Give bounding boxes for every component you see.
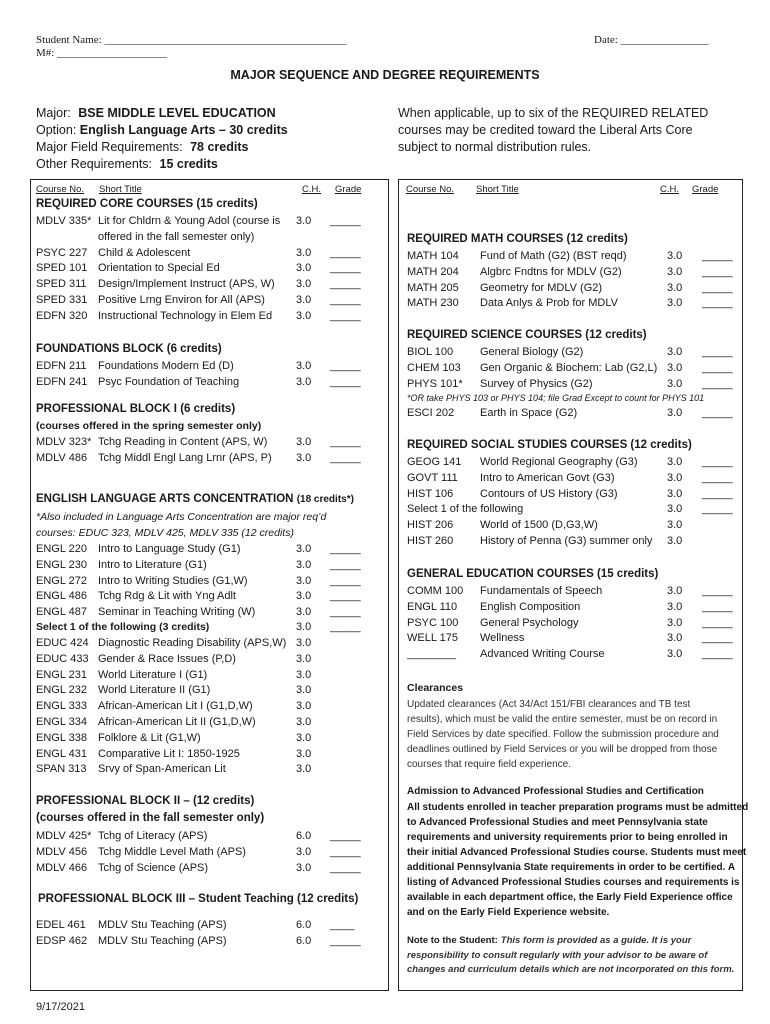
- course-row: [36, 846, 376, 861]
- course-title: Tchg Middl Engl Lang Lrnr (APS, P): [98, 451, 272, 464]
- course-row: [36, 559, 376, 574]
- grade-field[interactable]: _____: [702, 297, 733, 310]
- social-studies-title: REQUIRED SOCIAL STUDIES COURSES (12 credits): [407, 439, 692, 451]
- grade-field[interactable]: _____: [702, 281, 733, 294]
- course-no: HIST 206: [407, 519, 454, 531]
- course-ch: 3.0: [296, 436, 312, 448]
- major-label: Major:: [36, 106, 71, 120]
- course-ch: 3.0: [296, 451, 312, 464]
- course-row: [36, 637, 376, 652]
- course-title: offered in the fall semester only): [98, 230, 255, 243]
- course-title: African-American Lit II (G1,D,W): [98, 716, 256, 728]
- course-no: ENGL 334: [36, 716, 87, 728]
- course-row: [407, 407, 737, 422]
- course-title: General Psychology: [480, 616, 579, 629]
- student-name-field[interactable]: Student Name: ____________________________________________: [36, 34, 347, 46]
- grade-field[interactable]: _____: [330, 294, 361, 306]
- ela-title: [36, 493, 354, 505]
- course-row: [36, 376, 376, 391]
- prof-block-1-subtitle: (courses offered in the spring semester only): [36, 420, 262, 432]
- course-no: MDLV 456: [36, 845, 88, 858]
- course-title: Contours of US History (G3): [480, 487, 618, 500]
- course-title: Wellness: [480, 632, 525, 645]
- course-no: PSYC 100: [407, 616, 459, 629]
- grade-field[interactable]: _____: [330, 845, 361, 858]
- paragraph-line: Field Services by date specified. Follow the submission procedure and: [407, 729, 719, 740]
- course-title: Folklore & Lit (G1,W): [98, 731, 201, 744]
- course-title: World of 1500 (D,G3,W): [480, 519, 598, 531]
- col-short-title: Short Title: [99, 184, 142, 195]
- course-ch: 3.0: [667, 250, 683, 262]
- course-ch: 3.0: [667, 648, 683, 661]
- course-ch: 3.0: [296, 716, 312, 728]
- course-no: ENGL 220: [36, 543, 87, 555]
- course-title: African-American Lit I (G1,D,W): [98, 700, 253, 713]
- course-no: ENGL 110: [407, 600, 458, 613]
- field-requirements-line: [36, 139, 248, 156]
- course-title: Gen Organic & Biochem: Lab (G2,L): [480, 361, 658, 374]
- course-no: MDLV 335*: [36, 215, 92, 227]
- course-title: World Literature I (G1): [98, 668, 208, 681]
- course-ch: 3.0: [296, 543, 312, 555]
- course-title: Survey of Physics (G2): [480, 377, 593, 390]
- page-title: MAJOR SEQUENCE AND DEGREE REQUIREMENTS: [230, 68, 540, 82]
- grade-field[interactable]: _____: [330, 543, 361, 555]
- other-label: Other Requirements:: [36, 157, 153, 171]
- course-title: Tchg of Literacy (APS): [98, 830, 208, 842]
- course-ch: 6.0: [296, 919, 312, 931]
- course-no: EDFN 320: [36, 309, 88, 322]
- core-courses-title: REQUIRED CORE COURSES (15 credits): [36, 198, 258, 210]
- course-row: [407, 456, 747, 471]
- course-row: [407, 601, 747, 616]
- col-course-no: Course No.: [406, 184, 455, 195]
- course-title: English Composition: [480, 600, 581, 613]
- course-title: Psyc Foundation of Teaching: [98, 375, 240, 388]
- social-select-row: [407, 503, 737, 518]
- grade-field[interactable]: ____: [330, 919, 355, 931]
- related-note-line-3: subject to normal distribution rules.: [398, 140, 592, 154]
- course-title: Intro to Language Study (G1): [98, 543, 241, 555]
- ela-credits: (18 credits*): [296, 494, 354, 505]
- course-no: PHYS 101*: [407, 377, 463, 390]
- course-row: [36, 360, 376, 375]
- course-ch: 3.0: [296, 294, 312, 306]
- course-ch: 3.0: [667, 632, 683, 645]
- course-no: MDLV 466: [36, 861, 88, 874]
- course-no: WELL 175: [407, 632, 458, 645]
- note-label: Note to the Student:: [407, 935, 498, 946]
- course-ch: 3.0: [296, 215, 312, 227]
- grade-field[interactable]: _____: [330, 558, 361, 571]
- course-no: ENGL 486: [36, 590, 87, 603]
- course-row: [407, 362, 747, 377]
- course-row: [36, 215, 376, 230]
- course-ch: 3.0: [296, 700, 312, 713]
- course-ch: 3.0: [667, 600, 683, 613]
- grade-field[interactable]: _____: [702, 265, 733, 278]
- col-course-no: Course No.: [36, 184, 85, 195]
- course-ch: 3.0: [667, 377, 683, 390]
- course-title: Data Anlys & Prob for MDLV: [480, 297, 618, 310]
- course-row: [36, 310, 376, 325]
- gen-ed-title: GENERAL EDUCATION COURSES (15 credits): [407, 568, 659, 580]
- footer-date: 9/17/2021: [36, 1001, 85, 1013]
- grade-field[interactable]: _____: [330, 451, 361, 464]
- prof-block-1-title: PROFESSIONAL BLOCK I (6 credits): [36, 403, 236, 415]
- science-title: REQUIRED SCIENCE COURSES (12 credits): [407, 329, 647, 341]
- course-row: [407, 617, 747, 632]
- course-no: MATH 204: [407, 265, 459, 278]
- col-ch: C.H.: [660, 184, 679, 195]
- course-row: [407, 266, 747, 281]
- prof-block-2-title: PROFESSIONAL BLOCK II – (12 credits): [36, 795, 255, 807]
- course-row: [36, 684, 376, 699]
- note-line: responsibility to consult regularly with your advisor to be aware of: [407, 949, 708, 961]
- col-grade: Grade: [692, 184, 719, 195]
- course-row: [36, 919, 376, 934]
- course-row: [36, 294, 376, 309]
- course-title: Lit for Chldrn & Young Adol (course is: [98, 215, 281, 227]
- course-no: BIOL 100: [407, 346, 454, 358]
- related-note-line-2: courses may be credited toward the Liberal Arts Core: [398, 123, 693, 137]
- paragraph-line: Updated clearances (Act 34/Act 151/FBI clearances and TB test: [407, 699, 691, 710]
- course-row: [407, 648, 747, 663]
- grade-field[interactable]: _____: [330, 278, 361, 291]
- grade-field[interactable]: _____: [330, 262, 361, 275]
- grade-field[interactable]: _____: [702, 632, 733, 645]
- m-number-field[interactable]: M#: ____________________: [36, 47, 168, 59]
- course-no: MDLV 323*: [36, 436, 92, 448]
- grade-field[interactable]: _____: [330, 606, 361, 619]
- course-no: SPED 101: [36, 262, 88, 275]
- ela-note-1: *Also included in Language Arts Concentration are major req’d: [36, 511, 327, 523]
- course-title: Gender & Race Issues (P,D): [98, 652, 236, 665]
- social-select-grade[interactable]: _____: [702, 503, 733, 515]
- ela-select-row: [36, 621, 376, 636]
- course-row: [36, 278, 376, 293]
- science-note: *OR take PHYS 103 or PHYS 104; file Grad Except to count for PHYS 101: [407, 393, 705, 403]
- course-ch: 3.0: [296, 360, 312, 372]
- course-title: Positive Lrng Environ for All (APS): [98, 294, 265, 306]
- option-value: English Language Arts – 30 credits: [79, 123, 288, 137]
- field-value: 78 credits: [190, 140, 249, 154]
- major-value: BSE MIDDLE LEVEL EDUCATION: [78, 106, 276, 120]
- grade-field[interactable]: _____: [702, 407, 733, 419]
- course-title: Intro to American Govt (G3): [480, 471, 615, 484]
- course-row: [407, 585, 747, 600]
- course-title: Diagnostic Reading Disability (APS,W): [98, 637, 287, 649]
- course-title: Intro to Writing Studies (G1,W): [98, 574, 248, 587]
- paragraph-line: and on the Early Field Experience website.: [407, 907, 610, 918]
- course-ch: 3.0: [296, 668, 312, 681]
- field-label: Major Field Requirements:: [36, 140, 183, 154]
- course-ch: 6.0: [296, 830, 312, 842]
- math-title: REQUIRED MATH COURSES (12 credits): [407, 233, 628, 245]
- course-ch: 3.0: [296, 684, 312, 697]
- course-title: MDLV Stu Teaching (APS): [98, 919, 227, 931]
- course-no: ENGL 231: [36, 668, 87, 681]
- other-requirements-line: [36, 156, 218, 173]
- course-title: Instructional Technology in Elem Ed: [98, 309, 273, 322]
- course-no: ENGL 338: [36, 731, 87, 744]
- ela-select-ch: 3.0: [296, 621, 312, 633]
- grade-field[interactable]: _____: [330, 590, 361, 603]
- date-field[interactable]: Date: ________________: [594, 34, 709, 46]
- course-ch: 3.0: [667, 265, 683, 278]
- related-note-line-1: When applicable, up to six of the REQUIRED RELATED: [398, 106, 709, 120]
- course-title: Fundamentals of Speech: [480, 585, 603, 597]
- course-ch: 3.0: [296, 637, 312, 649]
- course-row: [36, 575, 376, 590]
- course-no: SPED 331: [36, 294, 88, 306]
- course-row: [36, 862, 376, 877]
- course-no: PSYC 227: [36, 246, 88, 259]
- course-ch: 3.0: [296, 731, 312, 744]
- course-ch: 3.0: [667, 361, 683, 374]
- course-ch: 3.0: [667, 297, 683, 310]
- course-row: [36, 700, 376, 715]
- course-title: Fund of Math (G2) (BST reqd): [480, 250, 627, 262]
- course-row: [36, 716, 376, 731]
- course-title: Tchg of Science (APS): [98, 861, 209, 874]
- course-title: Child & Adolescent: [98, 246, 191, 259]
- course-no: EDFN 241: [36, 375, 88, 388]
- course-title: Tchg Middle Level Math (APS): [98, 845, 246, 858]
- course-row: [407, 632, 747, 647]
- option-line: [36, 122, 288, 139]
- course-title: Design/Implement Instruct (APS, W): [98, 278, 275, 291]
- course-title: World Literature II (G1): [98, 684, 211, 697]
- course-no: HIST 260: [407, 534, 454, 547]
- paragraph-line: deadlines outlined by Field Services or you will be dropped from those: [407, 744, 718, 755]
- ela-title-text: ENGLISH LANGUAGE ARTS CONCENTRATION: [36, 493, 294, 505]
- course-no: SPAN 313: [36, 763, 87, 776]
- grade-field[interactable]: _____: [330, 375, 361, 388]
- course-row: [407, 472, 747, 487]
- course-no: EDSP 462: [36, 934, 88, 947]
- foundations-title: FOUNDATIONS BLOCK (6 credits): [36, 343, 222, 355]
- grade-field[interactable]: _____: [330, 215, 361, 227]
- col-short-title: Short Title: [476, 184, 519, 195]
- note-line: [407, 933, 691, 948]
- paragraph-line: requirements and university requirements prior to being enrolled in: [407, 832, 728, 843]
- course-no: GEOG 141: [407, 456, 462, 468]
- course-ch: 3.0: [296, 747, 312, 760]
- course-no: ENGL 272: [36, 574, 87, 587]
- course-row: [36, 262, 376, 277]
- course-ch: 3.0: [296, 278, 312, 291]
- course-title: Comparative Lit I: 1850-1925: [98, 747, 240, 760]
- course-no: MDLV 425*: [36, 830, 92, 842]
- course-ch: 3.0: [667, 585, 683, 597]
- course-row: [36, 653, 376, 668]
- course-title: World Regional Geography (G3): [480, 456, 638, 468]
- paragraph-line: courses that require field experience.: [407, 759, 571, 770]
- course-no: EDEL 461: [36, 919, 86, 931]
- grade-field[interactable]: _____: [702, 487, 733, 500]
- grade-field[interactable]: _____: [702, 585, 733, 597]
- grade-field[interactable]: _____: [702, 250, 733, 262]
- grade-field[interactable]: _____: [702, 377, 733, 390]
- course-ch: 3.0: [296, 246, 312, 259]
- course-row: [407, 488, 747, 503]
- course-ch: 3.0: [667, 281, 683, 294]
- social-select-label: Select 1 of the following: [407, 503, 524, 515]
- course-ch: 6.0: [296, 934, 312, 947]
- course-title: Geometry for MDLV (G2): [480, 281, 603, 294]
- course-no: SPED 311: [36, 278, 87, 291]
- note-text: This form is provided as a guide. It is your: [500, 935, 692, 946]
- course-title: Advanced Writing Course: [480, 648, 605, 661]
- col-ch: C.H.: [302, 184, 321, 195]
- course-ch: 3.0: [667, 471, 683, 484]
- prof-block-3-title: PROFESSIONAL BLOCK III – Student Teaching (12 credits): [38, 893, 359, 905]
- other-value: 15 credits: [159, 157, 218, 171]
- grade-field[interactable]: _____: [330, 861, 361, 874]
- course-row: [407, 378, 747, 393]
- grade-field[interactable]: _____: [330, 309, 361, 322]
- course-title: Foundations Modern Ed (D): [98, 360, 234, 372]
- course-row: [36, 231, 376, 246]
- course-ch: 3.0: [296, 606, 312, 619]
- grade-field[interactable]: _____: [330, 246, 361, 259]
- course-no: ESCI 202: [407, 407, 455, 419]
- course-title: Tchg Reading in Content (APS, W): [98, 436, 268, 448]
- course-no: MDLV 486: [36, 451, 88, 464]
- course-row: [36, 748, 376, 763]
- course-row: [36, 436, 376, 451]
- course-title: MDLV Stu Teaching (APS): [98, 934, 227, 947]
- course-ch: 3.0: [667, 534, 683, 547]
- admission-title: Admission to Advanced Professional Studies and Certification: [407, 786, 704, 797]
- course-title: History of Penna (G3) summer only: [480, 534, 653, 547]
- course-title: Srvy of Span-American Lit: [98, 763, 226, 776]
- course-title: Orientation to Special Ed: [98, 262, 220, 275]
- course-ch: 3.0: [296, 590, 312, 603]
- grade-field[interactable]: _____: [330, 574, 361, 587]
- paragraph-line: to Advanced Professional Studies and meet Pennsylvania state: [407, 817, 708, 828]
- course-row: [36, 452, 376, 467]
- course-no: MATH 205: [407, 281, 459, 294]
- grade-field[interactable]: _____: [330, 934, 361, 947]
- course-row: [36, 732, 376, 747]
- course-ch: 3.0: [667, 519, 683, 531]
- course-row: [36, 669, 376, 684]
- social-select-ch: 3.0: [667, 503, 683, 515]
- course-no: MATH 230: [407, 297, 459, 310]
- course-row: [407, 519, 747, 534]
- course-no: ENGL 431: [36, 747, 87, 760]
- course-no: EDUC 424: [36, 637, 89, 649]
- grade-field[interactable]: _____: [702, 616, 733, 629]
- course-ch: 3.0: [667, 616, 683, 629]
- course-ch: 3.0: [296, 574, 312, 587]
- course-ch: 3.0: [296, 861, 312, 874]
- course-title: Seminar in Teaching Writing (W): [98, 606, 256, 619]
- paragraph-line: additional Pennsylvania State requirements in order to be certified. A: [407, 862, 736, 873]
- course-title: Tchg Rdg & Lit with Yng Adlt: [98, 590, 236, 603]
- course-ch: 3.0: [667, 407, 683, 419]
- course-no: ENGL 487: [36, 606, 87, 619]
- course-ch: 3.0: [296, 845, 312, 858]
- course-ch: 3.0: [296, 558, 312, 571]
- course-title: Algbrc Fndtns for MDLV (G2): [480, 265, 622, 278]
- clearances-title: Clearances: [407, 682, 464, 694]
- grade-field[interactable]: _____: [702, 471, 733, 484]
- course-no: ENGL 230: [36, 558, 87, 571]
- course-ch: 3.0: [296, 652, 312, 665]
- grade-field[interactable]: _____: [702, 600, 733, 613]
- course-title: Intro to Literature (G1): [98, 558, 207, 571]
- grade-field[interactable]: _____: [702, 346, 733, 358]
- grade-field[interactable]: _____: [702, 648, 733, 661]
- course-title: Earth in Space (G2): [480, 407, 578, 419]
- course-no: EDFN 211: [36, 360, 87, 372]
- course-no: MATH 104: [407, 250, 459, 262]
- course-no: COMM 100: [407, 585, 464, 597]
- course-row: [407, 250, 747, 265]
- course-row: [36, 543, 376, 558]
- course-row: [36, 935, 376, 950]
- course-ch: 3.0: [667, 346, 683, 358]
- course-row: [36, 763, 376, 778]
- paragraph-line: available in each department office, the Early Field Experience office: [407, 892, 733, 903]
- course-title: General Biology (G2): [480, 346, 584, 358]
- course-ch: 3.0: [667, 487, 683, 500]
- ela-select-grade[interactable]: _____: [330, 621, 361, 633]
- grade-field[interactable]: _____: [702, 456, 733, 468]
- course-no: ENGL 333: [36, 700, 87, 713]
- course-ch: 3.0: [296, 763, 312, 776]
- course-row: [36, 590, 376, 605]
- course-no: EDUC 433: [36, 652, 89, 665]
- course-no: GOVT 111: [407, 471, 458, 484]
- course-ch: 3.0: [296, 262, 312, 275]
- paragraph-line: listing of Advanced Professional Studies courses and requirements is: [407, 877, 740, 888]
- course-row: [36, 247, 376, 262]
- course-no: CHEM 103: [407, 361, 461, 374]
- prof-block-2-subtitle: (courses offered in the fall semester only): [36, 812, 265, 824]
- course-ch: 3.0: [296, 309, 312, 322]
- grade-field[interactable]: _____: [330, 360, 361, 372]
- paragraph-line: results), which must be valid the entire semester, must be on record in: [407, 714, 718, 725]
- course-row: [36, 606, 376, 621]
- course-no: ________: [407, 648, 456, 661]
- course-row: [407, 282, 747, 297]
- course-row: [407, 297, 747, 312]
- major-line: [36, 105, 276, 122]
- course-no: HIST 106: [407, 487, 454, 500]
- course-row: [36, 830, 376, 845]
- ela-select-label: Select 1 of the following (3 credits): [36, 621, 210, 633]
- grade-field[interactable]: _____: [330, 830, 361, 842]
- course-ch: 3.0: [667, 456, 683, 468]
- ela-note-2: courses: EDUC 323, MDLV 425, MDLV 335 (12 credits): [36, 527, 294, 539]
- paragraph-line: All students enrolled in teacher preparation programs must be admitted: [407, 802, 749, 813]
- course-row: [407, 535, 747, 550]
- option-label: Option:: [36, 123, 77, 137]
- grade-field[interactable]: _____: [330, 436, 361, 448]
- course-ch: 3.0: [296, 375, 312, 388]
- grade-field[interactable]: _____: [702, 361, 733, 374]
- course-no: ENGL 232: [36, 684, 87, 697]
- note-line: changes and curriculum details which are not incorporated on this form.: [407, 964, 735, 975]
- paragraph-line: their initial Advanced Professional Studies course. Students must meet: [407, 847, 747, 858]
- col-grade: Grade: [335, 184, 362, 195]
- course-row: [407, 346, 747, 361]
